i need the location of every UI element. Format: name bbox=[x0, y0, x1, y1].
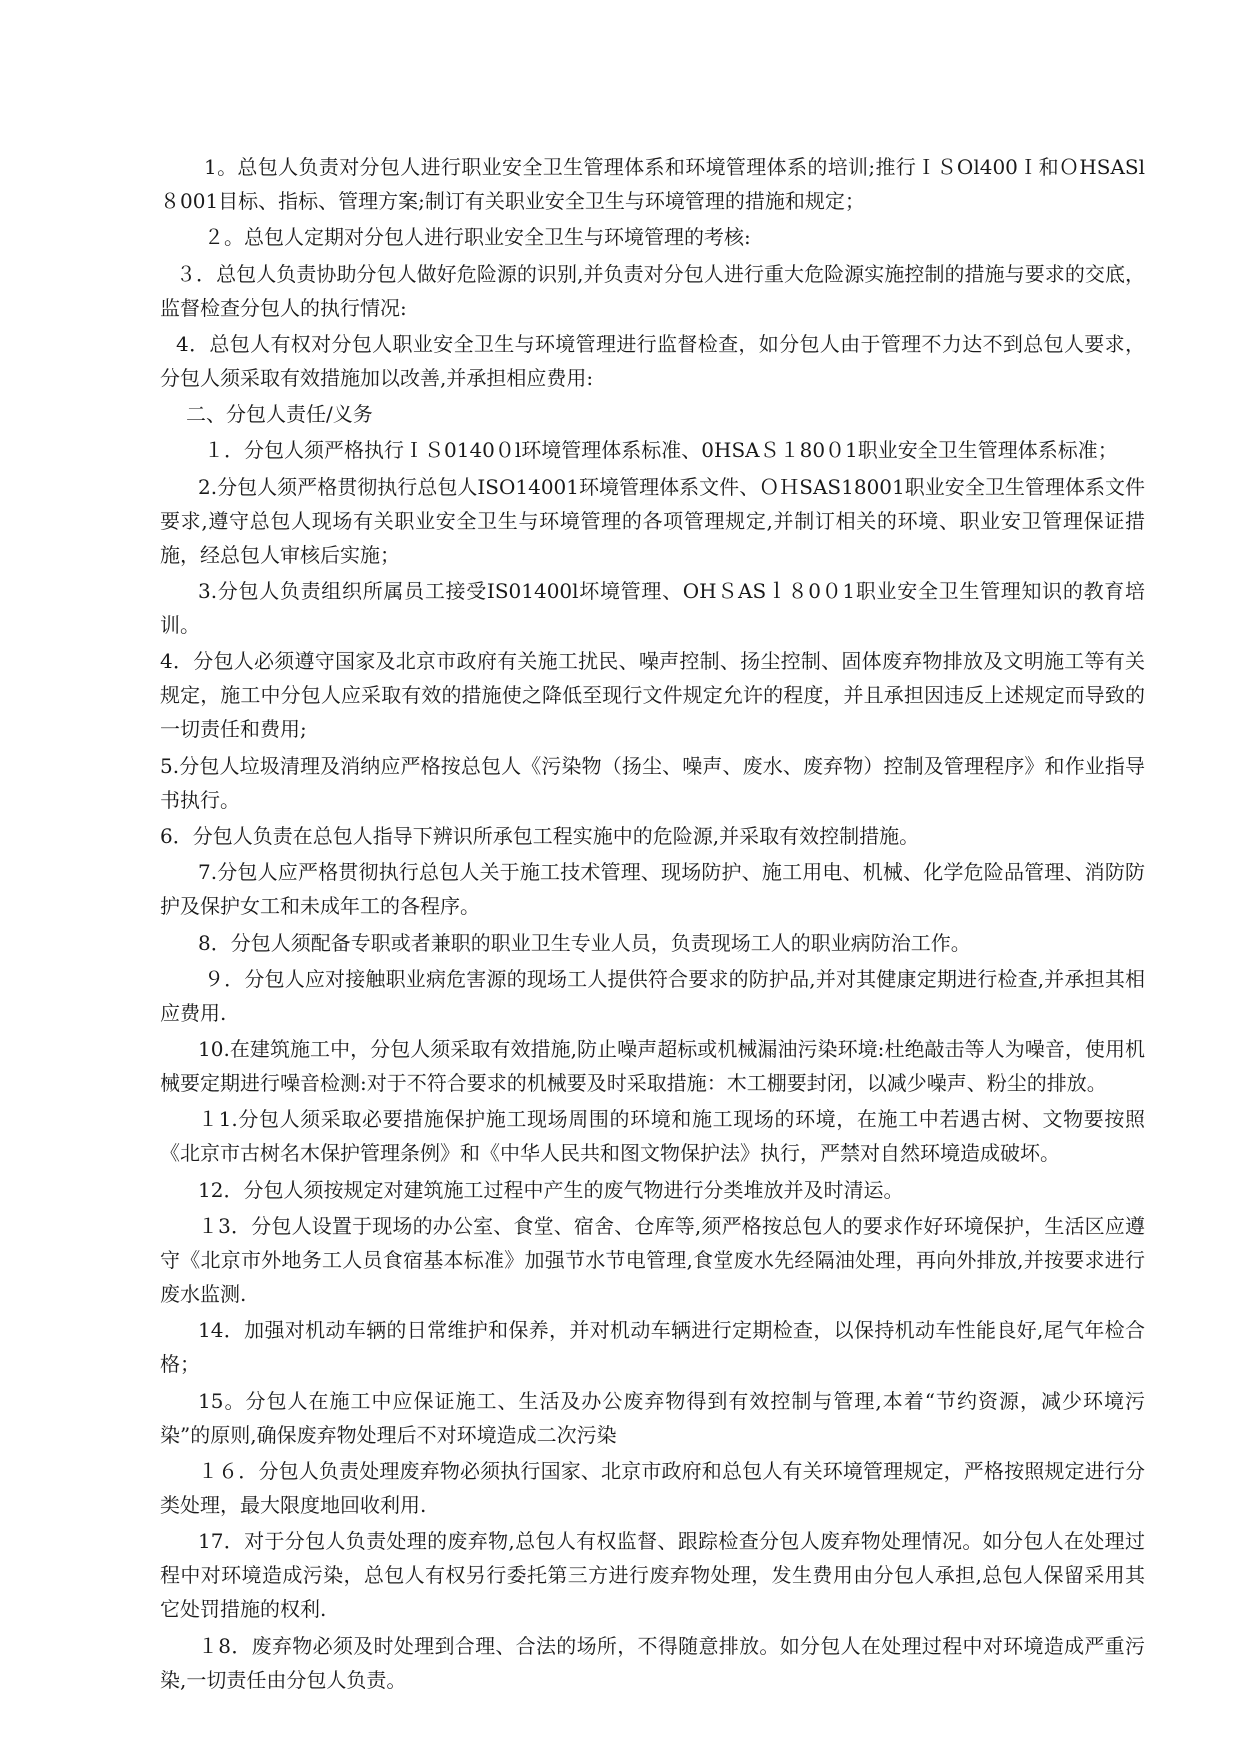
clause-subcontractor-18: １8．废弃物必须及时处理到合理、合法的场所，不得随意排放。如分包人在处理过程中对环境造成严重污染,一切责任由分包人负责。 bbox=[160, 1633, 1145, 1692]
clause-subcontractor-5: 5.分包人垃圾清理及消纳应严格按总包人《污染物（扬尘、噪声、废水、废弃物）控制及管理程序》和作业指导书执行。 bbox=[160, 753, 1145, 812]
clause-subcontractor-16: １６．分包人负责处理废弃物必须执行国家、北京市政府和总包人有关环境管理规定，严格按照规定进行分类处理，最大限度地回收利用. bbox=[160, 1458, 1145, 1517]
clause-subcontractor-6: 6．分包人负责在总包人指导下辨识所承包工程实施中的危险源,并采取有效控制措施。 bbox=[160, 823, 920, 848]
clause-contractor-1: 1。总包人负责对分包人进行职业安全卫生管理体系和环境管理体系的培训;推行ＩＳOl400Ｉ和ＯHSASl８001目标、指标、管理方案;制订有关职业安全卫生与环境管理的措施和规定； bbox=[160, 155, 1145, 213]
clause-subcontractor-9: ９．分包人应对接触职业病危害源的现场工人提供符合要求的防护品,并对其健康定期进行检查,并承担其相应费用. bbox=[160, 966, 1145, 1025]
section-heading-subcontractor: 二、分包人责任/义务 bbox=[186, 402, 373, 427]
document-body bbox=[160, 150, 1145, 1699]
clause-subcontractor-17: 17．对于分包人负责处理的废弃物,总包人有权监督、跟踪检查分包人废弃物处理情况。如分包人在处理过程中对环境造成污染，总包人有权另行委托第三方进行废弃物处理，发生费用由分包人承担,总包人保留采用其它处罚措施的权利. bbox=[160, 1529, 1145, 1622]
clause-subcontractor-12: 12．分包人须按规定对建筑施工过程中产生的废气物进行分类堆放并及时清运。 bbox=[198, 1177, 904, 1202]
clause-subcontractor-8: 8．分包人须配备专职或者兼职的职业卫生专业人员，负责现场工人的职业病防治工作。 bbox=[198, 930, 971, 955]
clause-subcontractor-3: 3.分包人负责组织所属员工接受IS01400l坏境管理、OHＳASｌ８0０1职业安全卫生管理知识的教育培训。 bbox=[160, 579, 1145, 638]
clause-subcontractor-14: 14．加强对机动车辆的日常维护和保养，并对机动车辆进行定期检查，以保持机动车性能良好,尾气年检合格； bbox=[160, 1318, 1145, 1377]
clause-contractor-2: ２。总包人定期对分包人进行职业安全卫生与环境管理的考核: bbox=[204, 225, 751, 250]
clause-subcontractor-13: １3．分包人设置于现场的办公室、食堂、宿舍、仓库等,须严格按总包人的要求作好环境保护，生活区应遵守《北京市外地务工人员食宿基本标准》加强节水节电管理,食堂废水先经隔油处理，再向外排放,并按要求进行废水监测. bbox=[160, 1214, 1145, 1307]
clause-subcontractor-4: 4．分包人必须遵守国家及北京市政府有关施工扰民、噪声控制、扬尘控制、固体废弃物排放及文明施工等有关规定，施工中分包人应采取有效的措施使之降低至现行文件规定允许的程度，并且承担因违反上述规定而导致的一切责任和费用; bbox=[160, 649, 1145, 742]
clause-contractor-3: ３．总包人负责协助分包人做好危险源的识别,并负责对分包人进行重大危险源实施控制的措施与要求的交底，监督检查分包人的执行情况: bbox=[160, 261, 1145, 320]
clause-subcontractor-7: 7.分包人应严格贯彻执行总包人关于施工技术管理、现场防护、施工用电、机械、化学危险品管理、消防防护及保护女工和未成年工的各程序。 bbox=[160, 860, 1145, 919]
clause-contractor-4: 4．总包人有权对分包人职业安全卫生与环境管理进行监督检查，如分包人由于管理不力达不到总包人要求，分包人须采取有效措施加以改善,并承担相应费用: bbox=[160, 331, 1145, 390]
clause-subcontractor-15: 15。分包人在施工中应保证施工、生活及办公废弃物得到有效控制与管理,本着“节约资源，减少环境污染”的原则,确保废弃物处理后不对环境造成二次污染 bbox=[160, 1388, 1145, 1447]
clause-subcontractor-2: 2.分包人须严格贯彻执行总包人ISO14001环境管理体系文件、ＯＨSAS18001职业安全卫生管理体系文件要求,遵守总包人现场有关职业安全卫生与环境管理的各项管理规定,并制订相关的环境、职业安卫管理保证措施，经总包人审核后实施； bbox=[160, 474, 1145, 567]
clause-subcontractor-10: 10.在建筑施工中，分包人须采取有效措施,防止噪声超标或机械漏油污染环境:杜绝敲击等人为噪音，使用机械要定期进行噪音检测:对于不符合要求的机械要及时采取措施：木工棚要封闭，以减少噪声、粉尘的排放。 bbox=[160, 1037, 1145, 1096]
clause-subcontractor-11: １1.分包人须采取必要措施保护施工现场周围的环境和施工现场的环境，在施工中若遇古树、文物要按照《北京市古树名木保护管理条例》和《中华人民共和图文物保护法》执行，严禁对自然环境造成破坏。 bbox=[160, 1107, 1145, 1166]
clause-subcontractor-1: １．分包人须严格执行ＩＳ0140０l环境管理体系标准、0HSAＳ１80０1职业安全卫生管理体系标准； bbox=[204, 438, 1118, 463]
